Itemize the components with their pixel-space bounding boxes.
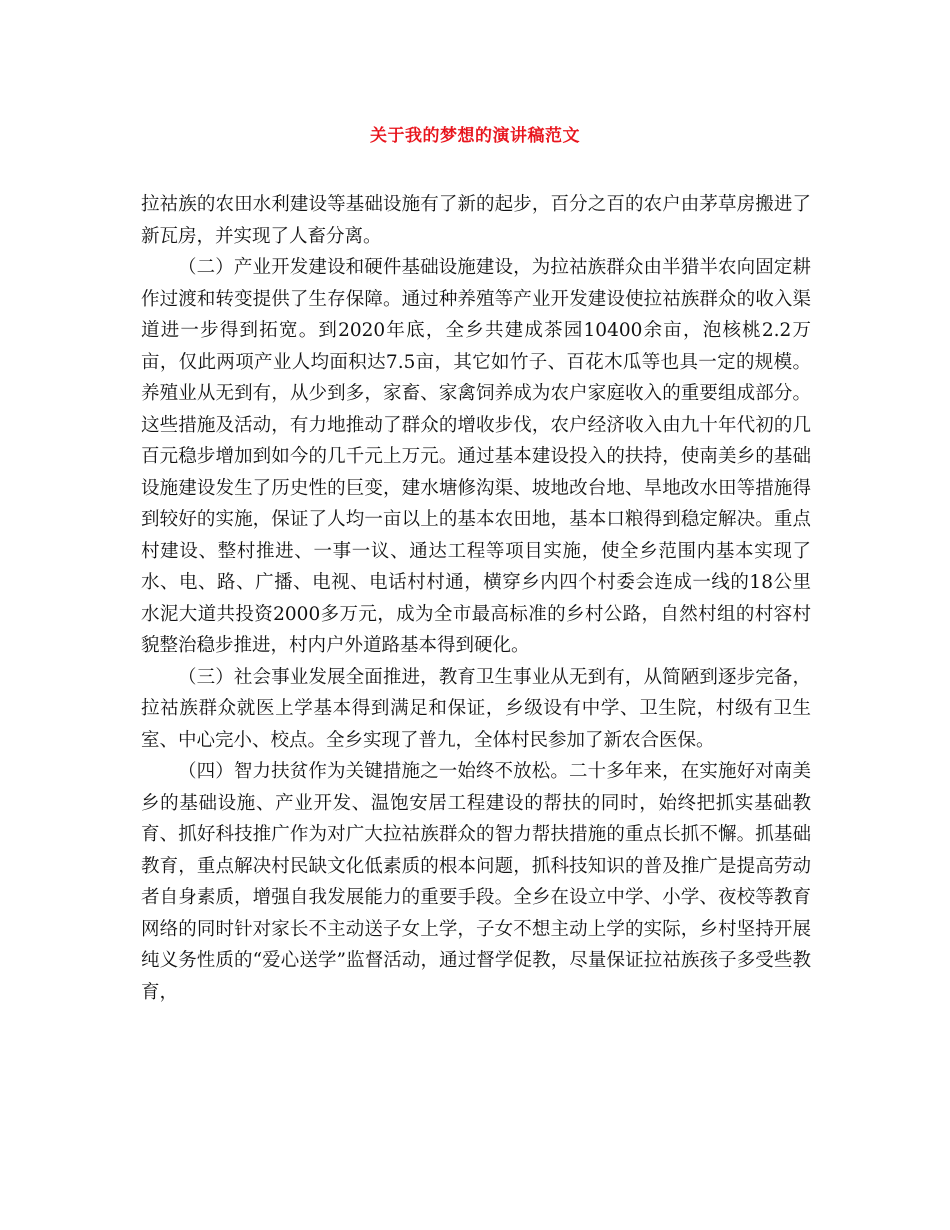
document-body — [141, 189, 811, 1008]
paragraph-intellectual-poverty-relief: （四）智力扶贫作为关键措施之一始终不放松。二十多年来，在实施好对南美乡的基础设施、产业开发、温饱安居工程建设的帮扶的同时，始终把抓实基础教育、抓好科技推广作为对广大拉祜族群众的智力帮扶措施的重点长抓不懈。抓基础教育，重点解决村民缺文化低素质的根本问题，抓科技知识的普及推广是提高劳动者自身素质，增强自我发展能力的重要手段。全乡在设立中学、小学、夜校等教育网络的同时针对家长不主动送子女上学，子女不想主动上学的实际，乡村坚持开展纯义务性质的“爱心送学”监督活动，通过督学促教，尽量保证拉祜族孩子多受些教育， — [141, 761, 811, 1003]
paragraph-social-undertakings: （三）社会事业发展全面推进，教育卫生事业从无到有，从简陋到逐步完备，拉祜族群众就医上学基本得到满足和保证，乡级设有中学、卫生院，村级有卫生室、中心完小、校点。全乡实现了普九，全体村民参加了新农合医保。 — [141, 666, 811, 751]
paragraph-industry-development: （二）产业开发建设和硬件基础设施建设，为拉祜族群众由半猎半农向固定耕作过渡和转变提供了生存保障。通过种养殖等产业开发建设使拉祜族群众的收入渠道进一步得到拓宽。到2020年底，全乡共建成茶园10400余亩，泡核桃2.2万亩，仅此两项产业人均面积达7.5亩，其它如竹子、百花木瓜等也具一定的规模。养殖业从无到有，从少到多，家畜、家禽饲养成为农户家庭收入的重要组成部分。这些措施及活动，有力地推动了群众的增收步伐，农户经济收入由九十年代初的几百元稳步增加到如今的几千元上万元。通过基本建设投入的扶持，使南美乡的基础设施建设发生了历史性的巨变，建水塘修沟渠、坡地改台地、旱地改水田等措施得到较好的实施，保证了人均一亩以上的基本农田地，基本口粮得到稳定解决。重点村建设、整村推进、一事一议、通达工程等项目实施，使全乡范围内基本实现了水、电、路、广播、电视、电话村村通，横穿乡内四个村委会连成一线的18公里水泥大道共投资2000多万元，成为全市最高标准的乡村公路，自然村组的村容村貌整治稳步推进，村内户外道路基本得到硬化。 — [141, 257, 811, 656]
paragraph-continuation: 拉祜族的农田水利建设等基础设施有了新的起步，百分之百的农户由茅草房搬进了新瓦房，并实现了人畜分离。 — [141, 194, 811, 247]
document-title: 关于我的梦想的演讲稿范文 — [370, 126, 580, 146]
